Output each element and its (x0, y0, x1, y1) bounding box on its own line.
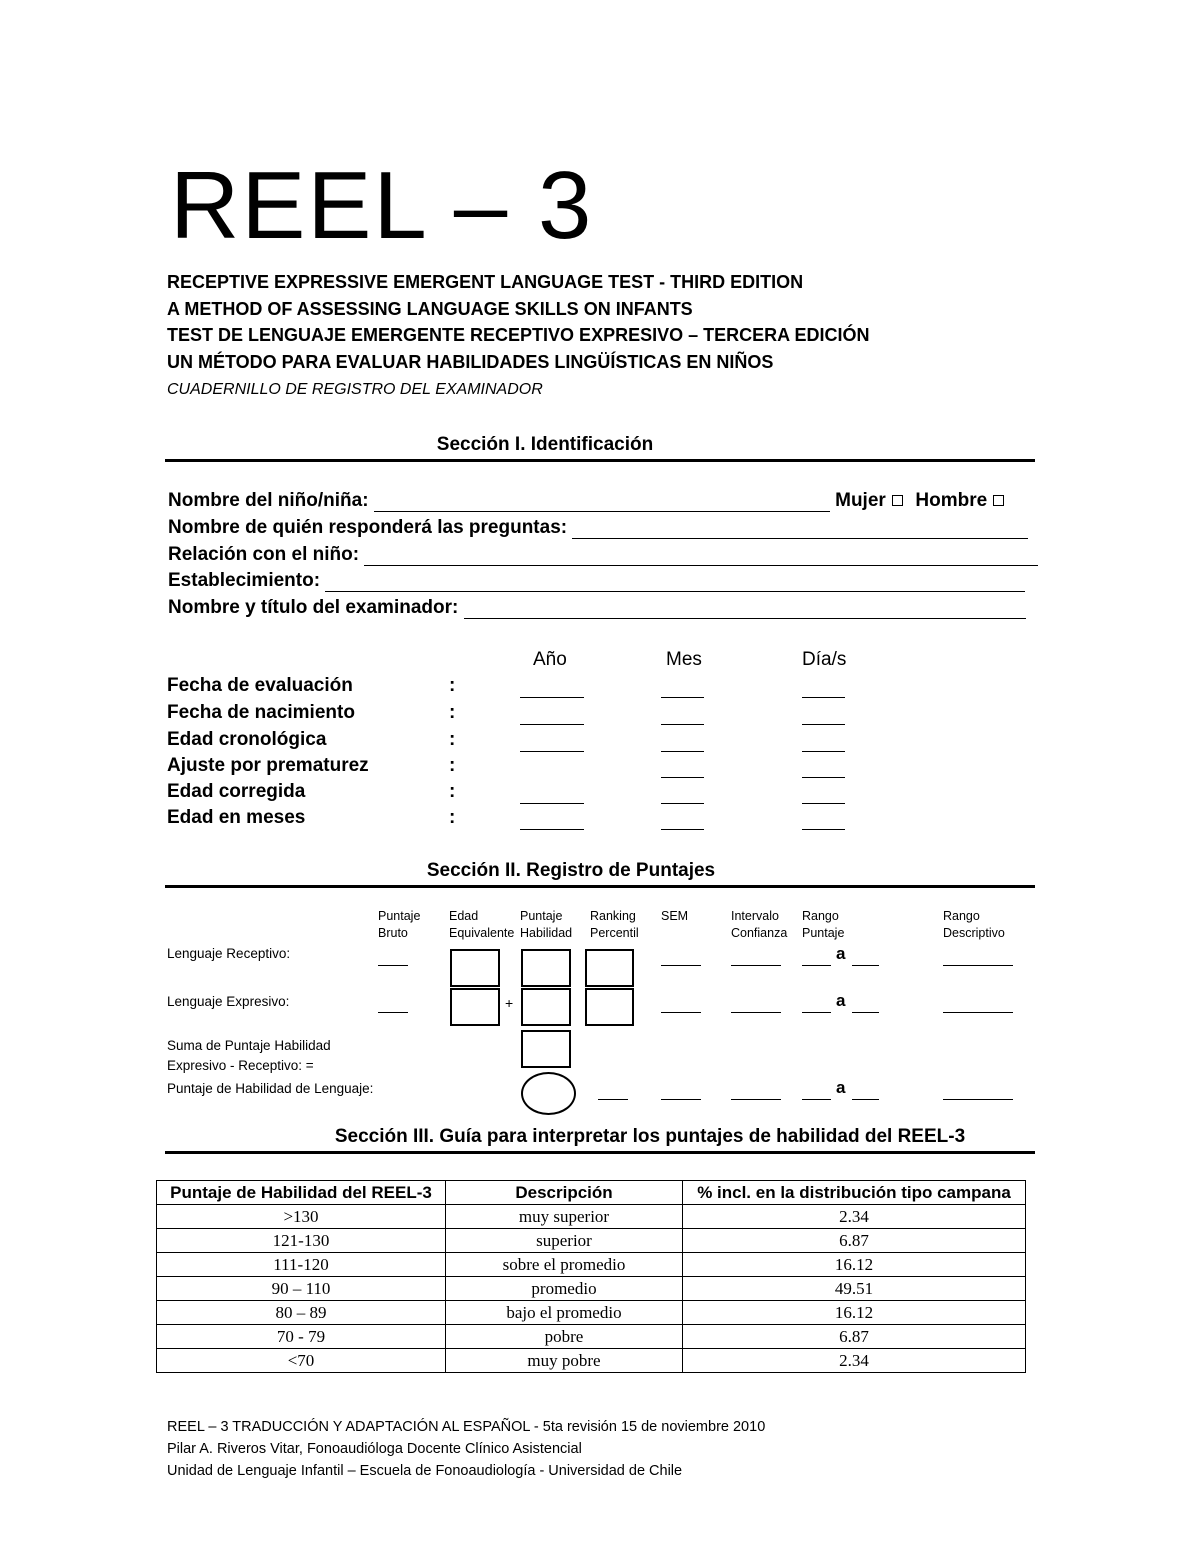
language-score-label: Puntaje de Habilidad de Lenguaje: (167, 1081, 374, 1096)
table-header-row (157, 1181, 1026, 1205)
date-colon: : (449, 675, 456, 696)
month-input[interactable] (661, 697, 704, 698)
day-input[interactable] (802, 697, 845, 698)
descriptive-input[interactable] (943, 965, 1013, 966)
day-input[interactable] (802, 751, 845, 752)
section1-title: Sección I. Identificación (436, 434, 654, 455)
examiner-row (168, 597, 1026, 619)
range-a: a (836, 1078, 846, 1097)
date-colon: : (449, 781, 456, 802)
section3-rule (165, 1151, 1035, 1154)
range-a: a (836, 991, 846, 1010)
table-cell: 49.51 (683, 1277, 1026, 1301)
year-input[interactable] (520, 751, 584, 752)
interpretation-table (156, 1180, 1026, 1373)
month-input[interactable] (661, 777, 704, 778)
table-cell: 111-120 (157, 1253, 446, 1277)
range-a: a (836, 944, 846, 963)
table-cell: 6.87 (683, 1229, 1026, 1253)
language-score-circle[interactable] (521, 1072, 576, 1115)
footer-line-3: Unidad de Lenguaje Infantil – Escuela de Fonoaudiología - Universidad de Chile (167, 1463, 683, 1479)
date-row-label: Fecha de evaluación (167, 675, 353, 696)
day-input[interactable] (802, 803, 845, 804)
establishment-input[interactable] (325, 571, 1025, 592)
col-header: Intervalo Confianza (731, 909, 788, 940)
year-input[interactable] (520, 697, 584, 698)
day-input[interactable] (802, 777, 845, 778)
confidence-input[interactable] (731, 965, 781, 966)
female-checkbox[interactable] (892, 495, 903, 506)
respondent-row (168, 517, 1028, 539)
table-cell: 121-130 (157, 1229, 446, 1253)
range-from-input[interactable] (802, 965, 831, 966)
sem-input[interactable] (661, 1012, 701, 1013)
date-colon: : (449, 729, 456, 750)
child-name-label: Nombre del niño/niña: (168, 490, 369, 511)
footer-line-2: Pilar A. Riveros Vitar, Fonoaudióloga Docente Clínico Asistencial (167, 1441, 582, 1457)
table-cell: 80 – 89 (157, 1301, 446, 1325)
date-row-label: Fecha de nacimiento (167, 702, 355, 723)
percentile-box[interactable] (585, 988, 634, 1026)
respondent-label: Nombre de quién responderá las preguntas: (168, 517, 568, 538)
table-cell: 70 - 79 (157, 1325, 446, 1349)
title-line-4: UN MÉTODO PARA EVALUAR HABILIDADES LINGÜÍSTICAS EN NIÑOS (167, 352, 774, 372)
sem-input[interactable] (661, 1099, 701, 1100)
establishment-label: Establecimiento: (168, 570, 321, 591)
range-from-input[interactable] (802, 1099, 831, 1100)
receptive-label: Lenguaje Receptivo: (167, 946, 291, 961)
relation-input[interactable] (364, 545, 1038, 566)
respondent-input[interactable] (572, 518, 1028, 539)
title-line-2: A METHOD OF ASSESSING LANGUAGE SKILLS ON INFANTS (167, 299, 693, 319)
raw-score-input[interactable] (378, 1012, 408, 1013)
date-colon: : (449, 702, 456, 723)
examiner-label: Nombre y título del examinador: (168, 597, 459, 618)
child-name-row (168, 490, 1006, 512)
table-cell: 16.12 (683, 1253, 1026, 1277)
confidence-input[interactable] (731, 1099, 781, 1100)
month-input[interactable] (661, 803, 704, 804)
descriptive-input[interactable] (943, 1099, 1013, 1100)
title-line-3: TEST DE LENGUAJE EMERGENTE RECEPTIVO EXPRESIVO – TERCERA EDICIÓN (167, 325, 870, 345)
table-cell: sobre el promedio (446, 1253, 683, 1277)
sum-box[interactable] (521, 1030, 571, 1068)
table-row (157, 1325, 1026, 1349)
age-equivalent-box[interactable] (450, 949, 500, 987)
table-header: Descripción (446, 1181, 683, 1205)
section2-title: Sección II. Registro de Puntajes (426, 860, 716, 881)
date-row-label: Edad corregida (167, 781, 306, 802)
table-row (157, 1205, 1026, 1229)
date-row-label: Ajuste por prematurez (167, 755, 369, 776)
section2-rule (165, 885, 1035, 888)
confidence-input[interactable] (731, 1012, 781, 1013)
age-equivalent-box[interactable] (450, 988, 500, 1026)
establishment-row (168, 570, 1025, 592)
relation-label: Relación con el niño: (168, 544, 360, 565)
sem-input[interactable] (661, 965, 701, 966)
col-header: Rango Descriptivo (943, 909, 1005, 940)
table-cell: bajo el promedio (446, 1301, 683, 1325)
table-cell: 16.12 (683, 1301, 1026, 1325)
month-input[interactable] (661, 724, 704, 725)
document-subtitle: CUADERNILLO DE REGISTRO DEL EXAMINADOR (167, 381, 543, 398)
plus-sign: + (505, 995, 514, 1011)
child-name-input[interactable] (374, 491, 830, 512)
male-checkbox[interactable] (993, 495, 1004, 506)
table-row (157, 1253, 1026, 1277)
table-cell: pobre (446, 1325, 683, 1349)
col-header: SEM (661, 909, 689, 923)
month-input[interactable] (661, 829, 704, 830)
ability-score-box[interactable] (521, 949, 571, 987)
sum-label-2: Expresivo - Receptivo: = (167, 1058, 314, 1073)
col-header: Puntaje Bruto (378, 909, 421, 940)
year-input[interactable] (520, 724, 584, 725)
month-header: Mes (666, 649, 702, 670)
descriptive-input[interactable] (943, 1012, 1013, 1013)
percentile-box[interactable] (585, 949, 634, 987)
section3-title: Sección III. Guía para interpretar los puntajes de habilidad del REEL-3 (334, 1126, 966, 1147)
table-cell: 2.34 (683, 1205, 1026, 1229)
male-label: Hombre (915, 490, 988, 511)
table-header: Puntaje de Habilidad del REEL-3 (157, 1181, 446, 1205)
footer-line-1: REEL – 3 TRADUCCIÓN Y ADAPTACIÓN AL ESPAÑOL - 5ta revisión 15 de noviembre 2010 (167, 1419, 766, 1435)
table-cell: 90 – 110 (157, 1277, 446, 1301)
female-label: Mujer (835, 490, 886, 511)
col-header: Puntaje Habilidad (520, 909, 573, 940)
date-colon: : (449, 807, 456, 828)
table-row (157, 1349, 1026, 1373)
expressive-label: Lenguaje Expresivo: (167, 994, 290, 1009)
table-header: % incl. en la distribución tipo campana (683, 1181, 1026, 1205)
relation-row (168, 544, 1038, 566)
sum-label: Suma de Puntaje Habilidad (167, 1038, 331, 1053)
col-header: Ranking Percentil (590, 909, 639, 940)
date-row-label: Edad en meses (167, 807, 306, 828)
range-to-input[interactable] (852, 1012, 879, 1013)
table-row (157, 1229, 1026, 1253)
table-cell: promedio (446, 1277, 683, 1301)
range-to-input[interactable] (852, 1099, 879, 1100)
table-cell: <70 (157, 1349, 446, 1373)
date-row-label: Edad cronológica (167, 729, 327, 750)
table-cell: >130 (157, 1205, 446, 1229)
ability-score-box[interactable] (521, 988, 571, 1026)
examiner-input[interactable] (464, 598, 1026, 619)
range-from-input[interactable] (802, 1012, 831, 1013)
year-input[interactable] (520, 803, 584, 804)
col-header: Rango Puntaje (802, 909, 845, 940)
day-input[interactable] (802, 724, 845, 725)
year-header: Año (533, 649, 567, 670)
col-header: Edad Equivalente (449, 909, 515, 940)
section1-rule (165, 459, 1035, 462)
year-input[interactable] (520, 829, 584, 830)
table-cell: 6.87 (683, 1325, 1026, 1349)
table-row (157, 1277, 1026, 1301)
table-cell: 2.34 (683, 1349, 1026, 1373)
table-cell: muy pobre (446, 1349, 683, 1373)
table-cell: superior (446, 1229, 683, 1253)
date-colon: : (449, 755, 456, 776)
table-row (157, 1301, 1026, 1325)
title-line-1: RECEPTIVE EXPRESSIVE EMERGENT LANGUAGE TEST - THIRD EDITION (167, 272, 804, 292)
day-input[interactable] (802, 829, 845, 830)
day-header: Día/s (802, 649, 847, 670)
range-to-input[interactable] (852, 965, 879, 966)
month-input[interactable] (661, 751, 704, 752)
table-cell: muy superior (446, 1205, 683, 1229)
percentile-input[interactable] (598, 1099, 628, 1100)
document-title: REEL – 3 (170, 152, 594, 259)
raw-score-input[interactable] (378, 965, 408, 966)
